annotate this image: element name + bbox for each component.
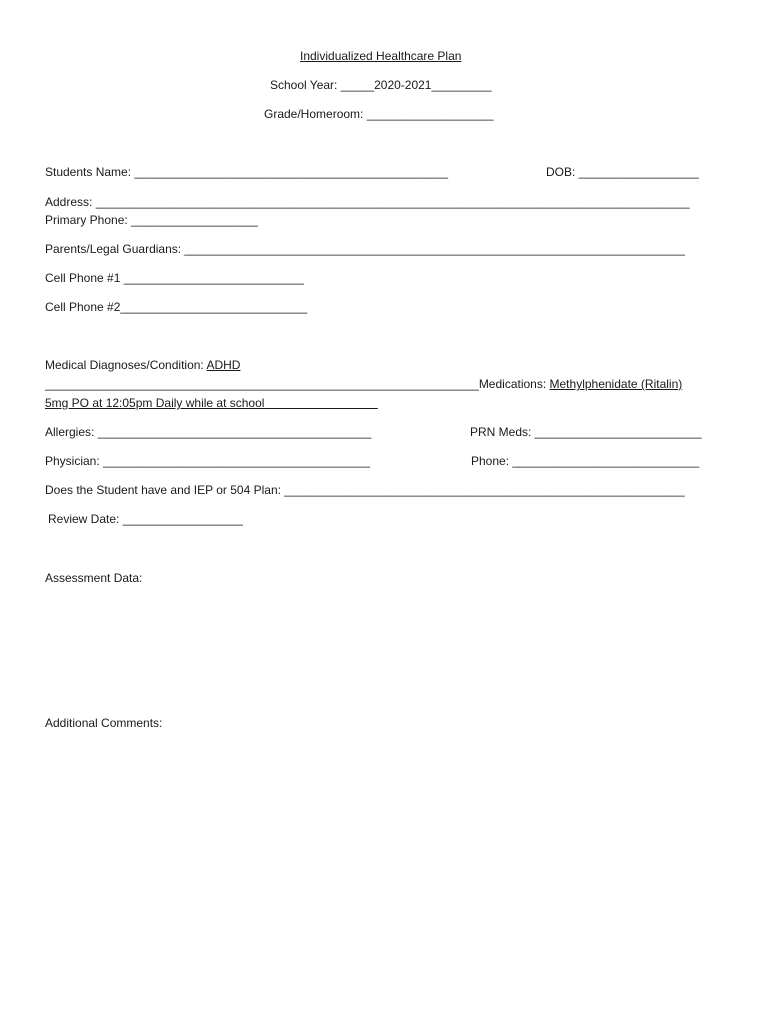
physician-phone-field: Phone: ____________________________: [471, 454, 700, 468]
medical-diagnoses-label: Medical Diagnoses/Condition:: [45, 358, 207, 372]
medical-diagnoses-value: ADHD: [206, 358, 241, 372]
additional-comments-heading: Additional Comments:: [45, 716, 163, 730]
review-date-field: Review Date: __________________: [48, 512, 243, 526]
medications-blank-line: _________________________________________________________________: [45, 377, 479, 391]
medications-label: Medications:: [478, 377, 550, 391]
physician-field: Physician: ________________________________________: [45, 454, 370, 468]
document-title: Individualized Healthcare Plan: [300, 49, 462, 63]
medications-value: Methylphenidate (Ritalin): [549, 377, 683, 391]
cell-phone-2-field: Cell Phone #2____________________________: [45, 300, 308, 314]
grade-homeroom: Grade/Homeroom: ___________________: [264, 107, 494, 121]
medical-diagnoses-field: [45, 358, 240, 373]
parents-guardians-field: Parents/Legal Guardians: ___________________________________________________________________________: [45, 242, 685, 256]
students-name-field: Students Name: _______________________________________________: [45, 165, 449, 179]
cell-phone-1-field: Cell Phone #1 ___________________________: [45, 271, 304, 285]
prn-meds-field: PRN Meds: _________________________: [470, 425, 702, 439]
assessment-data-heading: Assessment Data:: [45, 571, 143, 585]
school-year: School Year: _____2020-2021_________: [270, 78, 492, 92]
medication-dose-line: 5mg PO at 12:05pm Daily while at school: [45, 396, 378, 410]
dob-field: DOB: __________________: [546, 165, 699, 179]
iep-504-field: Does the Student have and IEP or 504 Plan: ____________________________________________________________: [45, 483, 685, 497]
allergies-field: Allergies: _________________________________________: [45, 425, 372, 439]
address-field: Address: _________________________________________________________________________________________: [45, 195, 690, 209]
medications-field: [45, 377, 682, 392]
primary-phone-field: Primary Phone: ___________________: [45, 213, 258, 227]
